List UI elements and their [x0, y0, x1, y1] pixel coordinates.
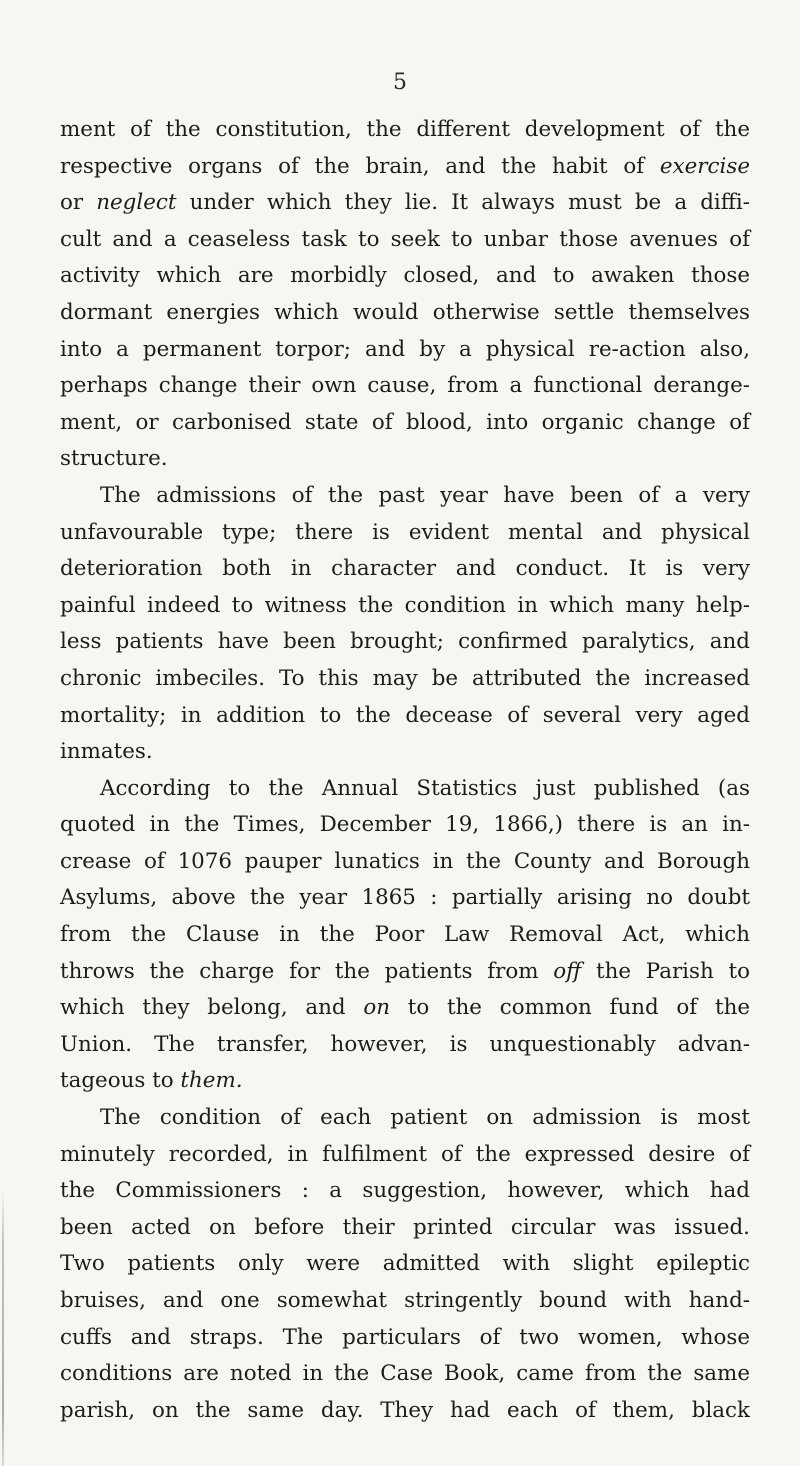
paragraph-2: [60, 478, 750, 771]
text-line: crease of 1076 pauper lunatics in the County and Borough: [60, 848, 750, 874]
text-line: According to the Annual Statistics just published (as: [100, 775, 750, 801]
text-line: mortality; in addition to the decease of several very aged: [60, 702, 750, 728]
text-line: quoted in the Times, December 19, 1866,) there is an in-: [60, 812, 750, 838]
text-line: less patients have been brought; confirmed paralytics, and: [60, 629, 750, 655]
text-line: or neglect under which they lie. It always must be a diffi-: [60, 190, 751, 216]
paragraph-3: [60, 771, 750, 1100]
text-line: which they belong, and on to the common fund of the: [60, 995, 751, 1021]
italic-text: off: [553, 958, 582, 984]
text-line: cuffs and straps. The particulars of two women, whose: [60, 1324, 750, 1350]
text-line: painful indeed to witness the condition in which many help-: [60, 592, 750, 618]
text-line: deterioration both in character and conduct. It is very: [60, 556, 750, 582]
text-line: cult and a ceaseless task to seek to unbar those avenues of: [60, 226, 750, 252]
text-line: chronic imbeciles. To this may be attributed the increased: [60, 665, 750, 691]
italic-text: neglect: [96, 190, 177, 216]
text-line: Union. The transfer, however, is unquestionably advan-: [60, 1031, 750, 1057]
text-line: bruises, and one somewhat stringently bound with hand-: [60, 1288, 750, 1313]
text-line: parish, on the same day. They had each of them, black: [60, 1397, 750, 1423]
text-line: structure.: [60, 446, 168, 472]
text-line: perhaps change their own cause, from a functional derange-: [60, 373, 750, 399]
italic-text: on: [363, 995, 390, 1021]
text-line: ment, or carbonised state of blood, into organic change of: [60, 409, 750, 435]
text-line: ment of the constitution, the different development of the: [60, 117, 750, 142]
text-line: Asylums, above the year 1865 : partially arising no doubt: [60, 885, 750, 911]
text-line: dormant energies which would otherwise settle themselves: [60, 299, 750, 325]
italic-text: exercise: [659, 153, 750, 179]
text-line: conditions are noted in the Case Book, came from the same: [60, 1361, 750, 1387]
text-line: tageous to them.: [60, 1068, 243, 1094]
body-text: [60, 112, 750, 1429]
text-line: respective organs of the brain, and the habit of exercise: [60, 153, 750, 179]
paragraph-1: [60, 112, 750, 478]
page-number: 5: [393, 70, 407, 95]
text-line: the Commissioners : a suggestion, however, which had: [60, 1178, 750, 1204]
text-line: inmates.: [60, 739, 153, 765]
text-line: Two patients only were admitted with slight epileptic: [60, 1251, 750, 1277]
text-line: throws the charge for the patients from off the Parish to: [60, 958, 750, 984]
text-line: unfavourable type; there is evident mental and physical: [60, 519, 750, 545]
text-line: The condition of each patient on admission is most: [100, 1105, 750, 1131]
page-edge-shadow: [2, 1190, 4, 1466]
text-line: been acted on before their printed circular was issued.: [60, 1214, 750, 1240]
text-line: from the Clause in the Poor Law Removal Act, which: [60, 922, 750, 948]
text-line: into a permanent torpor; and by a physical re-action also,: [60, 336, 750, 362]
text-line: The admissions of the past year have been of a very: [100, 482, 750, 508]
paragraph-4: [60, 1100, 750, 1429]
text-line: activity which are morbidly closed, and to awaken those: [60, 263, 750, 289]
italic-text: them.: [180, 1068, 243, 1094]
text-line: minutely recorded, in fulfilment of the expressed desire of: [60, 1141, 750, 1167]
